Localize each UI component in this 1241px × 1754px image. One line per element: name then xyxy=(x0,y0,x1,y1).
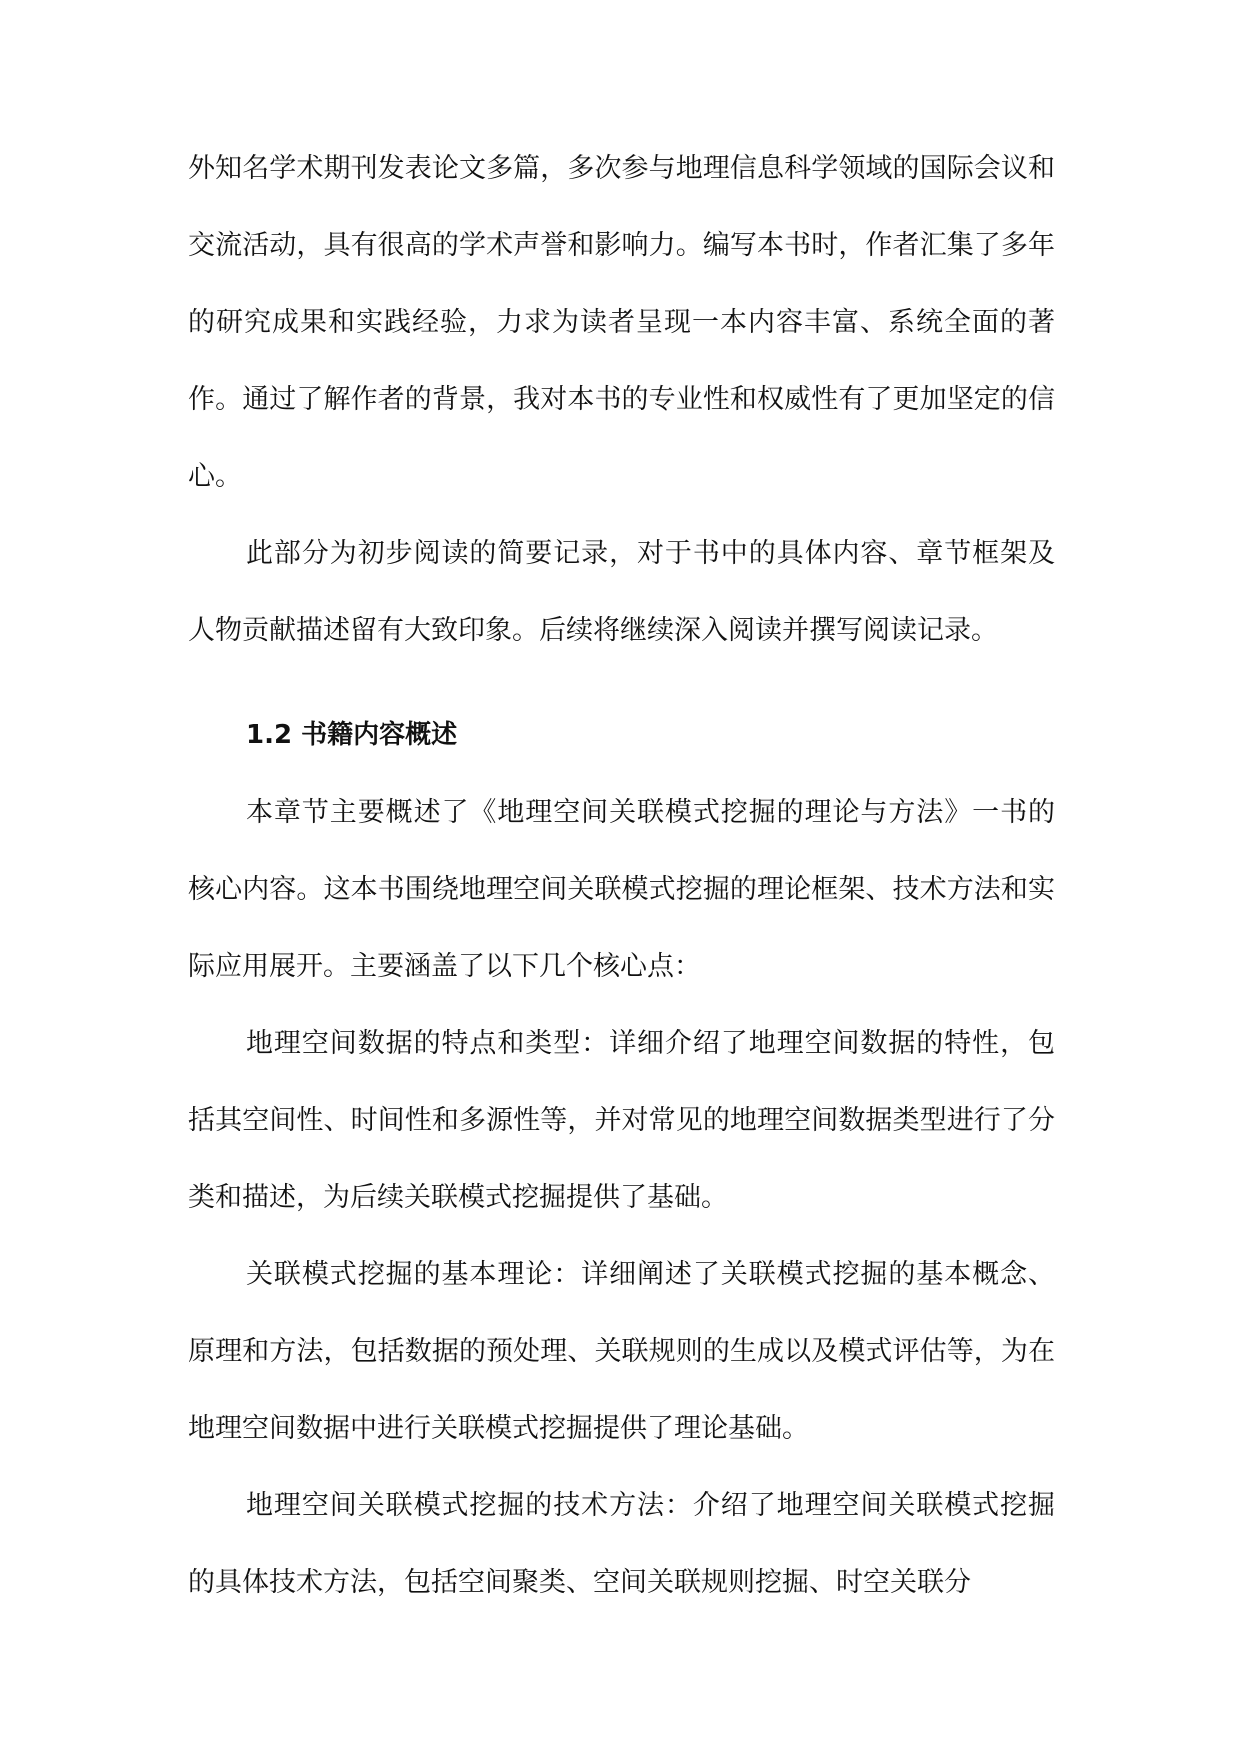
document-page xyxy=(188,130,1055,1621)
paragraph-author-background: 外知名学术期刊发表论文多篇，多次参与地理信息科学领域的国际会议和交流活动，具有很高的学术声誉和影响力。编写本书时，作者汇集了多年的研究成果和实践经验，力求为读者呈现一本内容丰富、系统全面的著作。通过了解作者的背景，我对本书的专业性和权威性有了更加坚定的信心。 xyxy=(188,153,1055,492)
paragraph-chapter-overview: 本章节主要概述了《地理空间关联模式挖掘的理论与方法》一书的核心内容。这本书围绕地理空间关联模式挖掘的理论框架、技术方法和实际应用展开。主要涵盖了以下几个核心点： xyxy=(188,797,1055,982)
section-heading: 1.2 书籍内容概述 xyxy=(246,720,458,750)
paragraph-technical-methods: 地理空间关联模式挖掘的技术方法：介绍了地理空间关联模式挖掘的具体技术方法，包括空间聚类、空间关联规则挖掘、时空关联分 xyxy=(188,1490,1055,1598)
paragraph-basic-theory: 关联模式挖掘的基本理论：详细阐述了关联模式挖掘的基本概念、原理和方法，包括数据的预处理、关联规则的生成以及模式评估等，为在地理空间数据中进行关联模式挖掘提供了理论基础。 xyxy=(188,1259,1055,1444)
paragraph-reading-note: 此部分为初步阅读的简要记录，对于书中的具体内容、章节框架及人物贡献描述留有大致印象。后续将继续深入阅读并撰写阅读记录。 xyxy=(188,538,1055,646)
paragraph-data-types: 地理空间数据的特点和类型：详细介绍了地理空间数据的特性，包括其空间性、时间性和多源性等，并对常见的地理空间数据类型进行了分类和描述，为后续关联模式挖掘提供了基础。 xyxy=(188,1028,1055,1213)
